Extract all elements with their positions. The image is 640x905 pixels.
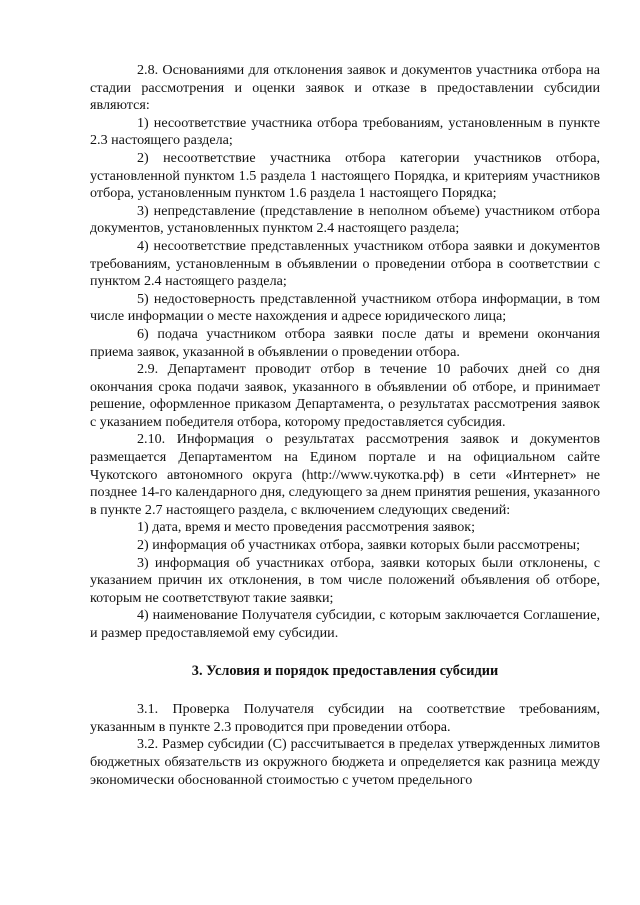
- paragraph-3-1: 3.1. Проверка Получателя субсидии на соответствие требованиям, указанным в пункте 2.3 проводится при проведении отбора.: [90, 701, 600, 735]
- paragraph-2-9: 2.9. Департамент проводит отбор в течение 10 рабочих дней со дня окончания срока подачи заявок, указанного в объявлении об отборе, и принимает решение, оформленное приказом Департамента, о результатах рассмотрения заявок с указанием победителя отбора, которому предоставляется субсидия.: [90, 361, 600, 430]
- info-item-2: 2) информация об участниках отбора, заявки которых были рассмотрены;: [137, 537, 581, 554]
- paragraph-3-2: 3.2. Размер субсидии (С) рассчитывается в пределах утвержденных лимитов бюджетных обязательств из окружного бюджета и определяется как разница между экономически обоснованной стоимостью с учетом предельного: [90, 736, 600, 788]
- list-item-1: 1) несоответствие участника отбора требованиям, установленным в пункте 2.3 настоящего раздела;: [90, 114, 600, 149]
- info-item-1: 1) дата, время и место проведения рассмотрения заявок;: [137, 519, 476, 536]
- list-item-5: 5) недостоверность представленной участником отбора информации, в том числе информации о месте нахождения и адресе юридического лица;: [90, 290, 600, 325]
- list-item-4: 4) несоответствие представленных участником отбора заявки и документов требованиям, установленным в объявлении о проведении отбора в соответствии с пунктом 2.4 настоящего раздела;: [90, 237, 600, 290]
- info-item-3: 3) информация об участниках отбора, заявки которых были отклонены, с указанием причин их отклонения, в том числе положений объявления об отборе, которым не соответствуют такие заявки;: [90, 554, 600, 606]
- section-heading: 3. Условия и порядок предоставления субсидии: [191, 662, 499, 679]
- paragraph-2-10: 2.10. Информация о результатах рассмотрения заявок и документов размещается Департаментом на Едином портале и на официальном сайте Чукотского автономного округа (http://www.чукотка.рф) в сети «Интернет» не позднее 14-го календарного дня, следующего за днем принятия решения, указанного в пункте 2.7 настоящего раздела, с включением следующих сведений:: [90, 431, 600, 518]
- list-item-6: 6) подача участником отбора заявки после даты и времени окончания приема заявок, указанной в объявлении о проведении отбора.: [90, 325, 600, 360]
- info-item-4: 4) наименование Получателя субсидии, с которым заключается Соглашение, и размер предоставляемой ему субсидии.: [90, 607, 600, 641]
- list-item-3: 3) непредставление (представление в неполном объеме) участником отбора документов, установленных пунктом 2.4 настоящего раздела;: [90, 202, 600, 237]
- paragraph-2-8: 2.8. Основаниями для отклонения заявок и документов участника отбора на стадии рассмотрения и оценки заявок и отказе в предоставлении субсидии являются:: [90, 62, 600, 114]
- list-item-2: 2) несоответствие участника отбора категории участников отбора, установленной пунктом 1.5 раздела 1 настоящего Порядка, и критериям участников отбора, установленным пунктом 1.6 раздела 1 настоящего Порядка;: [90, 149, 600, 202]
- document-body: [90, 62, 600, 789]
